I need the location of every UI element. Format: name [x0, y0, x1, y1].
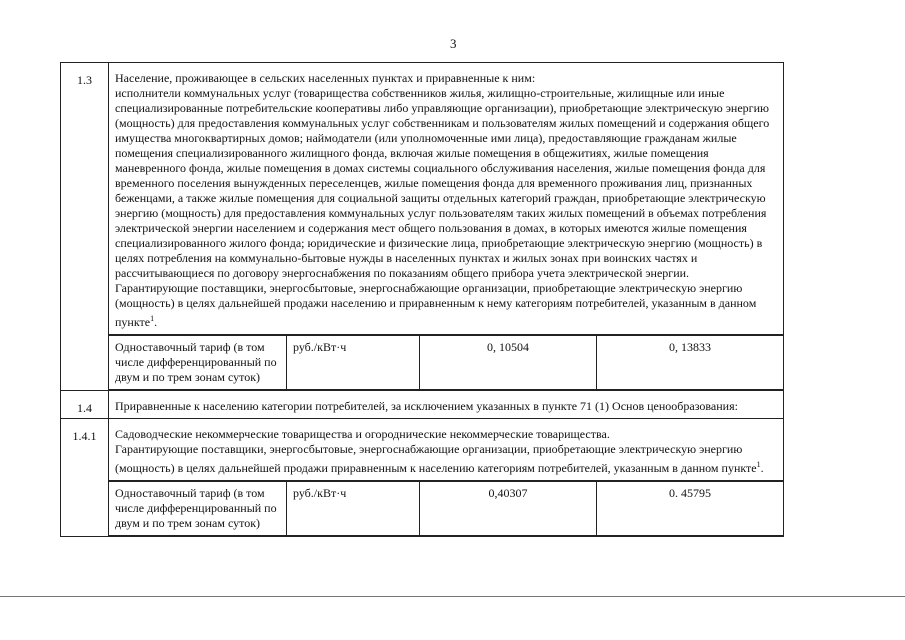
tariff-subtable — [109, 335, 783, 390]
row-number: 1.4.1 — [61, 419, 109, 537]
footnote-mark: 1 — [150, 314, 155, 323]
tariff-value-1: 0, 10504 — [420, 336, 597, 390]
tariff-value-2: 0, 13833 — [597, 336, 784, 390]
table-row — [61, 419, 784, 481]
table-row — [61, 391, 784, 419]
row-description — [109, 391, 784, 419]
page-edge-line — [0, 596, 905, 597]
tariff-label: Одноставочный тариф (в том числе дифференцированный по двум и по трем зонам суток) — [109, 482, 287, 536]
row-text: Садоводческие некоммерческие товарищества и огороднические некоммерческие товарищества. Гарантирующие поставщики, энергосбытовые, энергоснабжающие организации, приобретающие электрическую энергию (мощность) в целях дальнейшей продажи приравненным к населению категориям потребителей, указанным в данном пункте — [115, 427, 757, 475]
footnote-mark: 1 — [756, 460, 761, 469]
row-description: Садоводческие некоммерческие товарищества и огороднические некоммерческие товарищества. Гарантирующие поставщики, энергосбытовые, энергоснабжающие организации, приобретающие электрическую энергию (мощность) в целях дальнейшей продажи приравненным к населению категориям потребителей, указанным в данном пункте$^1$. — [109, 419, 784, 481]
tariff-value-1: 0,40307 — [420, 482, 597, 536]
tariff-value-2: 0. 45795 — [597, 482, 784, 536]
tariff-subtable — [109, 481, 783, 536]
page-number: 3 — [450, 36, 457, 51]
tariff-row — [109, 482, 783, 536]
row-description: Население, проживающее в сельских населенных пунктах и приравненные к ним: исполнители коммунальных услуг (товарищества собственников жилья, жилищно-строительные, жилищные или иные специализированные потребительские кооперативы либо управляющие организации), приобретающие электрическую энергию (мощность) для предоставления коммунальных услуг собственникам и пользователям жилых помещений и содержания общего имущества многоквартирных домов; наймодатели (или уполномоченные ими лица), предоставляющие гражданам жилые помещения специализированного жилищного фонда, включая жилые помещения в общежитиях, жилые помещения маневренного фонда, жилые помещения в домах системы социального обслуживания населения, жилые помещения фонда для временного поселения вынужденных переселенцев, жилые помещения фонда для временного проживания лиц, признанных беженцами, а также жилые помещения для социальной защиты отдельных категорий граждан, приобретающие электрическую энергию (мощность) для предоставления коммунальных услуг пользователям таких жилых помещений в объемах потребления электрической энергии населением и содержания мест общего пользования в домах, в которых имеются жилые помещения специализированного жилого фонда; юридические и физические лица, приобретающие электрическую энергию (мощность) в целях потребления на коммунально-бытовые нужды в населенных пунктах и жилых зонах при воинских частях и рассчитывающиеся по договору энергоснабжения по показаниям общего прибора учета электрической энергии. Гарантирующие поставщики, энергосбытовые, энергоснабжающие организации, приобретающие электрическую энергию (мощность) в целях дальнейшей продажи населению и приравненным к нему категориям потребителей, указанным в данном пункте$^1$. — [109, 63, 784, 335]
table-row — [61, 481, 784, 537]
tariff-row — [109, 336, 783, 390]
row-text: Приравненные к населению категории потребителей, за исключением указанных в пункте 71 (1) Основ ценообразования: — [115, 399, 738, 413]
tariff-label: Одноставочный тариф (в том числе дифференцированный по двум и по трем зонам суток) — [109, 336, 287, 390]
row-text: Население, проживающее в сельских населенных пунктах и приравненные к ним: исполнители коммунальных услуг (товарищества собственников жилья, жилищно-строительные, жилищные или иные специализированные потребительские кооперативы либо управляющие организации), приобретающие электрическую энергию (мощность) для предоставления коммунальных услуг собственникам и пользователям жилых помещений и содержания общего имущества многоквартирных домов; наймодатели (или уполномоченные ими лица), предоставляющие гражданам жилые помещения специализированного жилищного фонда, включая жилые помещения в общежитиях, жилые помещения маневренного фонда, жилые помещения в домах системы социального обслуживания населения, жилые помещения фонда для временного поселения вынужденных переселенцев, жилые помещения фонда для временного проживания лиц, признанных беженцами, а также жилые помещения для социальной защиты отдельных категорий граждан, приобретающие электрическую энергию (мощность) для предоставления коммунальных услуг пользователям таких жилых помещений в объемах потребления электрической энергии населением и содержания мест общего пользования в домах, в которых имеются жилые помещения специализированного жилого фонда; юридические и физические лица, приобретающие электрическую энергию (мощность) в целях потребления на коммунально-бытовые нужды в населенных пунктах и жилых зонах при воинских частях и рассчитывающиеся по договору энергоснабжения по показаниям общего прибора учета электрической энергии. Гарантирующие поставщики, энергосбытовые, энергоснабжающие организации, приобретающие электрическую энергию (мощность) в целях дальнейшей продажи населению и приравненным к нему категориям потребителей, указанным в данном пункте — [115, 71, 770, 329]
table-row — [61, 63, 784, 335]
tariff-unit: руб./кВт·ч — [287, 482, 420, 536]
tariff-unit: руб./кВт·ч — [287, 336, 420, 390]
tariff-table — [60, 62, 784, 537]
row-number: 1.4 — [61, 391, 109, 419]
row-number: 1.3 — [61, 63, 109, 391]
table-row — [61, 335, 784, 391]
